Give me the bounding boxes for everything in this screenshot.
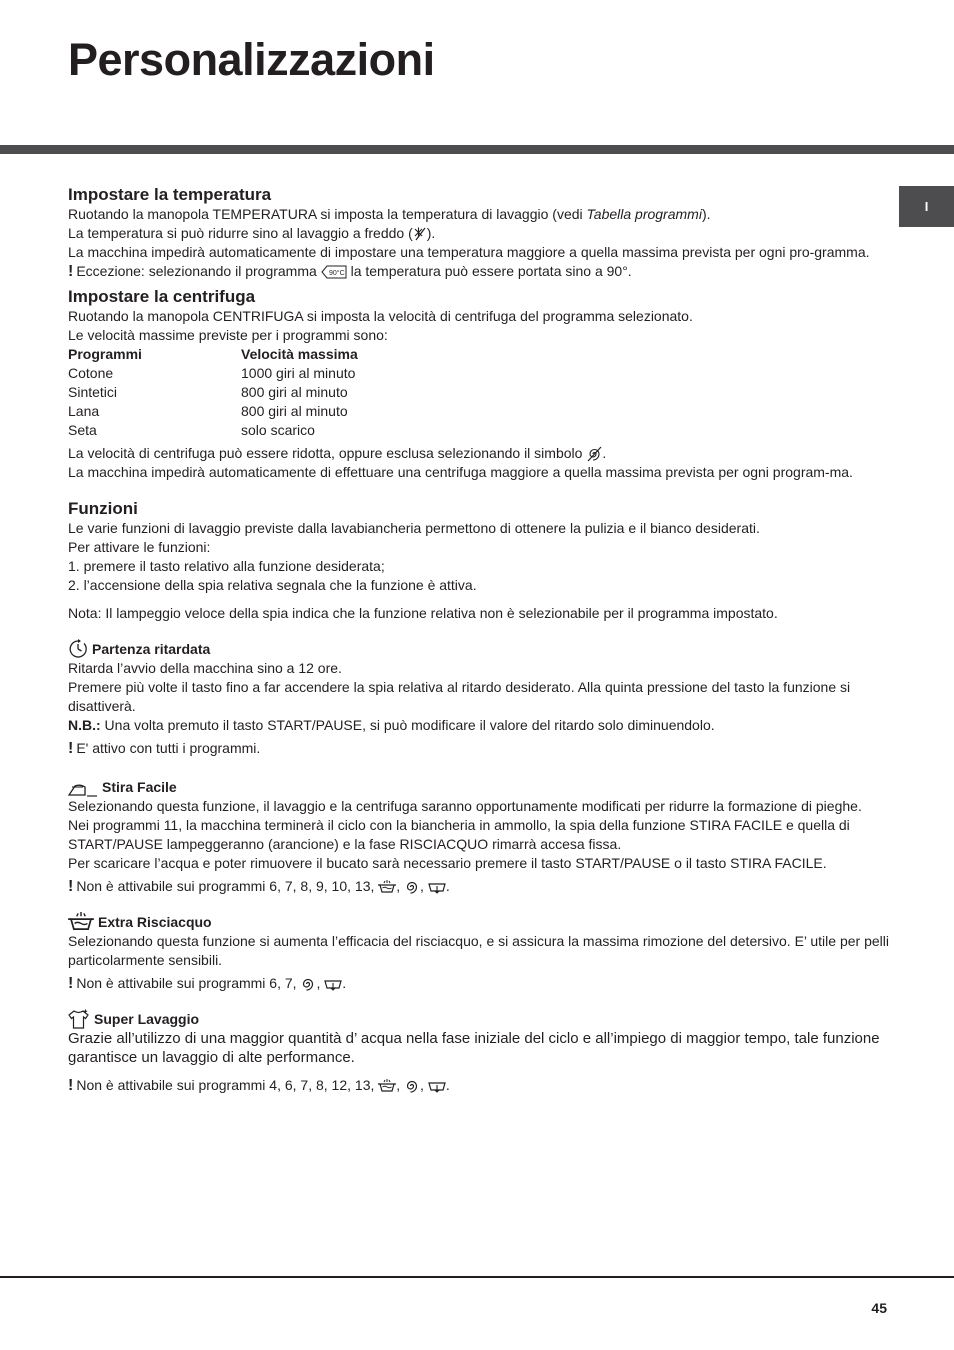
section-funzioni bbox=[68, 498, 890, 623]
spin-speed-table bbox=[68, 345, 890, 440]
spin-icon bbox=[404, 1079, 420, 1094]
section-stira-facile bbox=[68, 778, 890, 896]
header-rule bbox=[0, 145, 954, 154]
drain-icon bbox=[428, 881, 446, 894]
page-title: Personalizzazioni bbox=[68, 34, 435, 85]
funzioni-heading: Funzioni bbox=[68, 499, 138, 518]
cold-wash-icon bbox=[413, 226, 427, 242]
stira-title: Stira Facile bbox=[68, 778, 890, 797]
no-spin-icon bbox=[586, 446, 602, 462]
warning-mark: ! bbox=[68, 1077, 74, 1094]
super-paragraph-1: Grazie all’utilizzo di una maggior quantità d’ acqua nella fase iniziale del ciclo e all’impiego di maggior tempo, tale funzione garantisce un lavaggio di alte performance. bbox=[68, 1030, 880, 1066]
table-cell: Sintetici bbox=[68, 384, 118, 400]
table-cell: 800 giri al minuto bbox=[241, 384, 348, 400]
main-content bbox=[68, 184, 890, 1095]
table-cell: Lana bbox=[68, 403, 100, 419]
warning-mark: ! bbox=[68, 975, 74, 992]
table-header: Programmi bbox=[68, 346, 142, 362]
rinse-icon bbox=[378, 1079, 396, 1093]
temperatura-heading: Impostare la temperatura bbox=[68, 185, 272, 204]
svg-text:90°C: 90°C bbox=[328, 270, 345, 278]
page-number: 45 bbox=[871, 1300, 887, 1316]
temperatura-paragraph-2: La temperatura si può ridurre sino al lavaggio a freddo ( ). bbox=[68, 225, 436, 241]
table-cell: Cotone bbox=[68, 365, 114, 381]
spin-icon bbox=[404, 880, 420, 895]
section-extra-risciacquo bbox=[68, 912, 890, 993]
warning-mark: ! bbox=[68, 878, 74, 895]
temperatura-paragraph-3: La macchina impedirà automaticamente di impostare una temperatura maggiore a quella massima prevista per ogni pro-gramma. bbox=[68, 244, 870, 260]
partenza-nb: N.B.: Una volta premuto il tasto START/PAUSE, si può modificare il valore del ritardo solo diminuendolo. bbox=[68, 717, 715, 733]
rinse-icon bbox=[378, 880, 396, 894]
warning-mark: ! bbox=[68, 263, 74, 280]
funzioni-intro: Le varie funzioni di lavaggio previste dalla lavabiancheria permettono di ottenere la pulizia e il bianco desiderati. bbox=[68, 520, 760, 536]
table-cell: solo scarico bbox=[241, 422, 315, 438]
section-super-lavaggio bbox=[68, 1009, 890, 1095]
super-note: ! Non è attivabile sui programmi 4, 6, 7, 8, 12, 13, , , . bbox=[68, 1077, 450, 1094]
program-90-icon bbox=[321, 265, 347, 279]
rinse-icon bbox=[68, 912, 94, 932]
temperatura-note: ! Eccezione: selezionando il programma 90°C la temperatura può essere portata sino a 90°. bbox=[68, 263, 632, 280]
language-tab: I bbox=[899, 186, 954, 227]
shirt-icon bbox=[68, 1009, 90, 1029]
stira-paragraph-2: Nei programmi 11, la macchina terminerà il ciclo con la biancheria in ammollo, la spia della funzione STIRA FACILE e quella di START/PAUSE lampeggeranno (arancione) e la fase RISCIACQUO rimarrà accesa fissa. bbox=[68, 817, 850, 852]
funzioni-step-2: 2. l’accensione della spia relativa segnala che la funzione è attiva. bbox=[68, 577, 477, 593]
warning-mark: ! bbox=[68, 740, 74, 757]
super-title: Super Lavaggio bbox=[68, 1009, 890, 1029]
section-temperatura bbox=[68, 184, 890, 281]
drain-icon bbox=[428, 1080, 446, 1093]
centrifuga-paragraph-3: La velocità di centrifuga può essere ridotta, oppure esclusa selezionando il simbolo . bbox=[68, 445, 607, 461]
centrifuga-paragraph-2: Le velocità massime previste per i programmi sono: bbox=[68, 327, 388, 343]
extra-note: ! Non è attivabile sui programmi 6, 7, , . bbox=[68, 975, 347, 992]
centrifuga-paragraph-4: La macchina impedirà automaticamente di effettuare una centrifuga maggiore a quella massima prevista per ogni program-ma. bbox=[68, 464, 853, 480]
stira-note: ! Non è attivabile sui programmi 6, 7, 8, 9, 10, 13, , , . bbox=[68, 878, 450, 895]
table-header: Velocità massima bbox=[241, 346, 358, 362]
footer-rule bbox=[0, 1276, 954, 1278]
table-cell: 800 giri al minuto bbox=[241, 403, 348, 419]
table-cell: Seta bbox=[68, 422, 97, 438]
clock-icon bbox=[68, 639, 88, 659]
partenza-paragraph-1: Ritarda l’avvio della macchina sino a 12 ore. bbox=[68, 660, 342, 676]
funzioni-attivare: Per attivare le funzioni: bbox=[68, 539, 211, 555]
table-cell: 1000 giri al minuto bbox=[241, 365, 356, 381]
stira-paragraph-3: Per scaricare l’acqua e poter rimuovere il bucato sarà necessario premere il tasto START/PAUSE o il tasto STIRA FACILE. bbox=[68, 855, 827, 871]
iron-icon bbox=[68, 783, 98, 797]
extra-title: Extra Risciacquo bbox=[68, 912, 890, 932]
section-centrifuga bbox=[68, 286, 890, 482]
extra-paragraph-1: Selezionando questa funzione si aumenta l’efficacia del risciacquo, e si assicura la massima rimozione del detersivo. E’ utile per pelli particolarmente sensibili. bbox=[68, 933, 889, 968]
funzioni-nota: Nota: Il lampeggio veloce della spia indica che la funzione relativa non è selezionabile per il programma impostato. bbox=[68, 605, 778, 621]
section-partenza-ritardata bbox=[68, 639, 890, 758]
partenza-note: ! E' attivo con tutti i programmi. bbox=[68, 740, 261, 757]
partenza-paragraph-2: Premere più volte il tasto fino a far accendere la spia relativa al ritardo desiderato. Alla quinta pressione del tasto la funzione si disattiverà. bbox=[68, 679, 851, 714]
temperatura-paragraph-1: Ruotando la manopola TEMPERATURA si imposta la temperatura di lavaggio (vedi Tabella programmi). bbox=[68, 206, 711, 222]
centrifuga-heading: Impostare la centrifuga bbox=[68, 287, 256, 306]
spin-icon bbox=[300, 977, 316, 992]
partenza-title: Partenza ritardata bbox=[68, 639, 890, 659]
funzioni-step-1: 1. premere il tasto relativo alla funzione desiderata; bbox=[68, 558, 385, 574]
centrifuga-paragraph-1: Ruotando la manopola CENTRIFUGA si imposta la velocità di centrifuga del programma selezionato. bbox=[68, 308, 693, 324]
stira-paragraph-1: Selezionando questa funzione, il lavaggio e la centrifuga saranno opportunamente modificati per ridurre la formazione di pieghe. bbox=[68, 798, 862, 814]
drain-icon bbox=[324, 978, 342, 991]
